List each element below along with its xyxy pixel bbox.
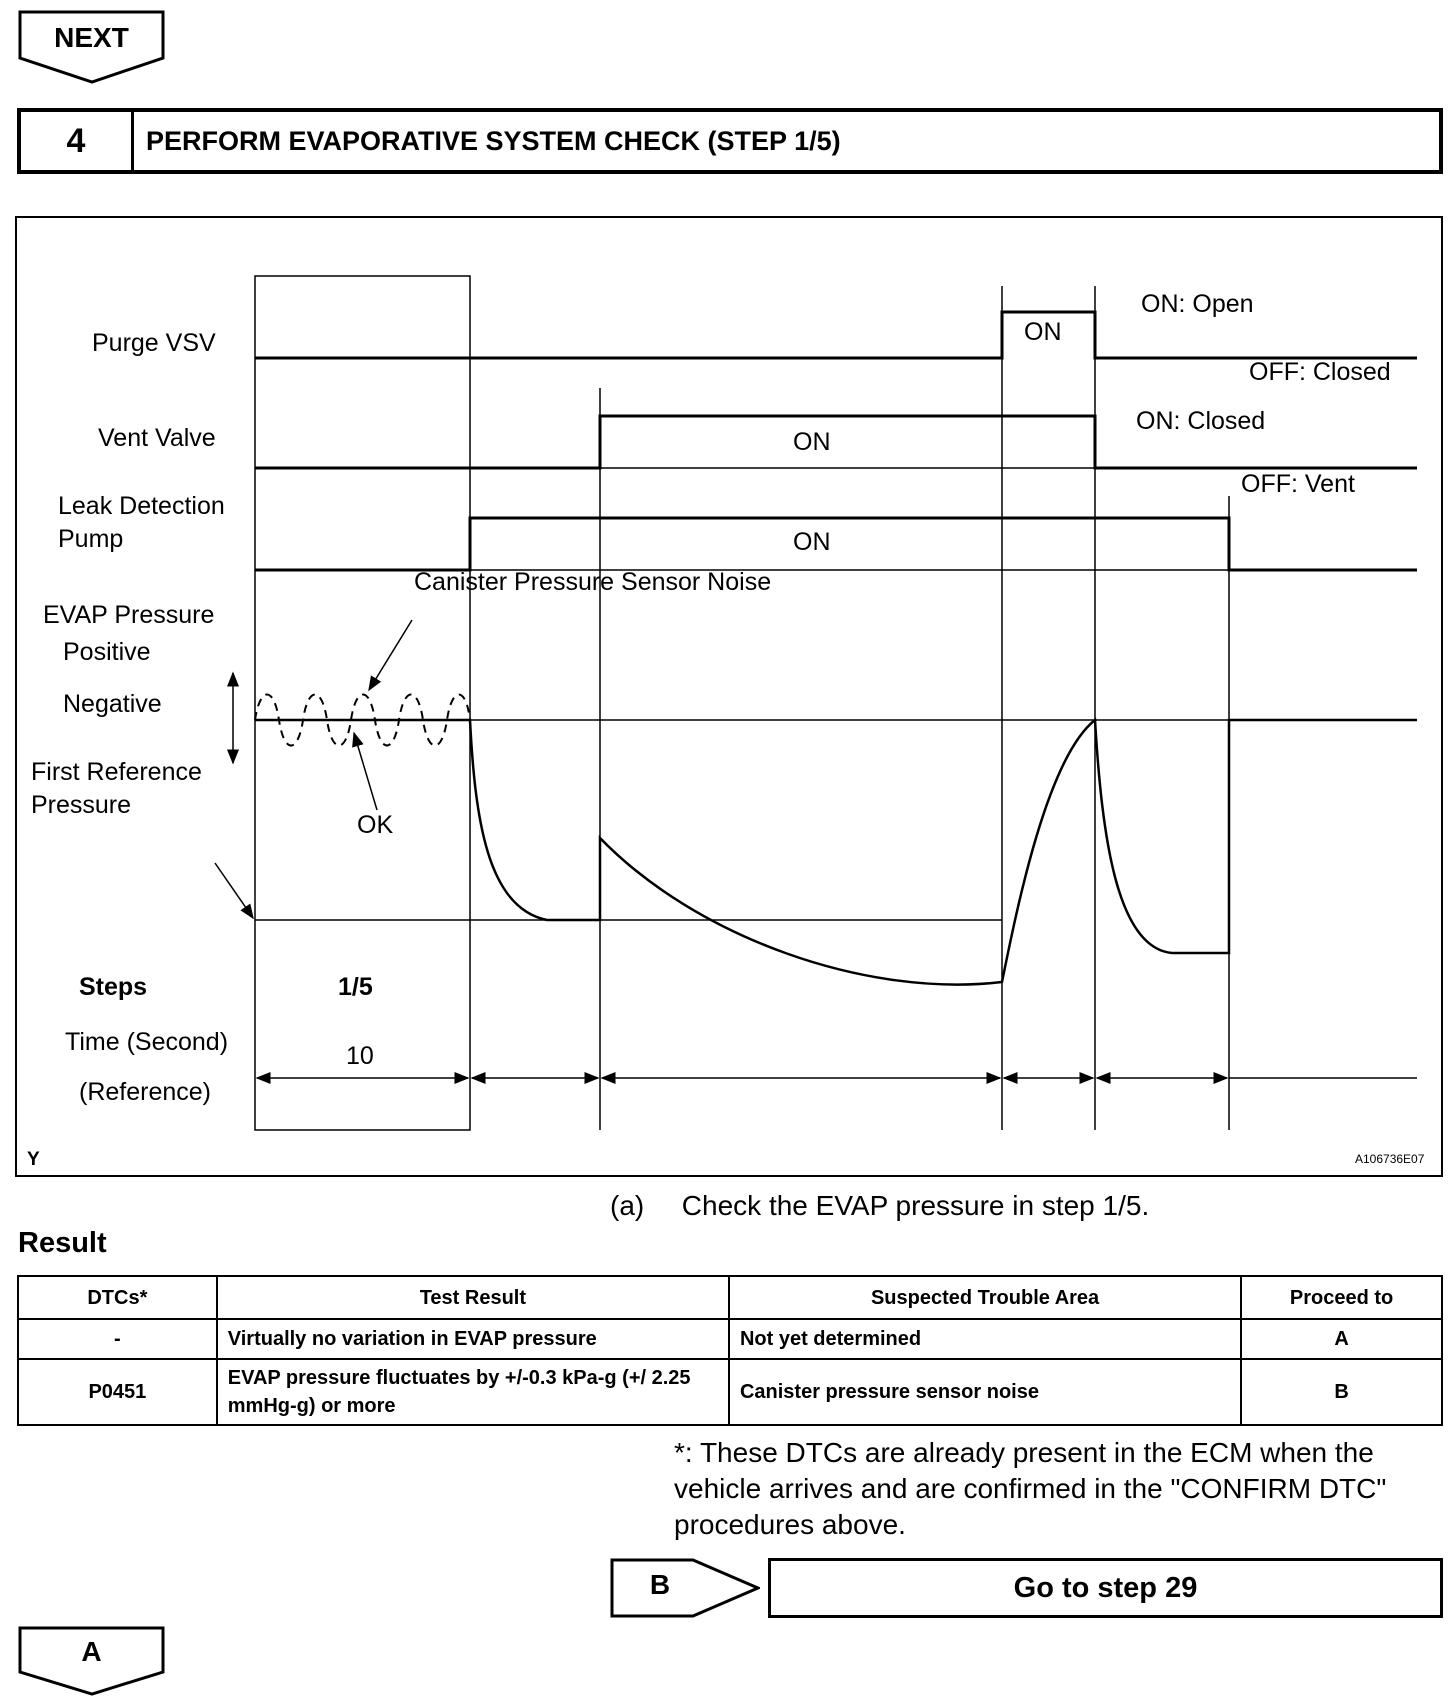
figure-id: A106736E07 <box>1355 1152 1425 1166</box>
cell-dtc: - <box>18 1319 217 1359</box>
result-title: Result <box>18 1227 107 1259</box>
first-reference-label-2: Pressure <box>31 791 132 819</box>
branch-b-tab[interactable] <box>610 1558 760 1618</box>
result-table <box>17 1275 1443 1426</box>
step-title: PERFORM EVAPORATIVE SYSTEM CHECK (STEP 1/5) <box>146 125 841 156</box>
branch-b-label: B <box>649 1569 671 1600</box>
next-tab[interactable] <box>18 10 165 84</box>
cell-trouble-area: Canister pressure sensor noise <box>729 1359 1241 1425</box>
dtc-footnote: *: These DTCs are already present in the ECM when the vehicle arrives and are confirmed in the "CONFIRM DTC" procedures above. <box>674 1437 1387 1540</box>
cell-proceed: B <box>1241 1359 1442 1425</box>
vent-off-desc: OFF: Vent <box>1241 470 1355 498</box>
reference-label: (Reference) <box>79 1078 211 1106</box>
leak-pump-label-1: Leak Detection <box>58 492 225 520</box>
vent-on-label: ON <box>793 428 831 456</box>
go-to-step-button[interactable]: Go to step 29 <box>768 1558 1443 1618</box>
step-number: 4 <box>21 112 134 170</box>
vent-on-desc: ON: Closed <box>1136 407 1266 435</box>
ok-annotation: OK <box>357 811 394 839</box>
vent-valve-label: Vent Valve <box>98 424 216 452</box>
positive-label: Positive <box>63 638 151 666</box>
evap-pressure-label: EVAP Pressure <box>43 601 215 629</box>
timing-diagram-svg <box>17 218 1445 1179</box>
corner-mark: Y <box>27 1149 40 1170</box>
ok-pointer-arrow <box>354 733 377 810</box>
purge-on-desc: ON: Open <box>1141 290 1254 318</box>
leak-pump-label-2: Pump <box>58 525 124 553</box>
cell-proceed: A <box>1241 1319 1442 1359</box>
noise-annotation: Canister Pressure Sensor Noise <box>414 568 772 596</box>
purge-off-desc: OFF: Closed <box>1249 358 1391 386</box>
reference-pointer-arrow <box>215 863 253 918</box>
table-row <box>18 1319 1442 1359</box>
purge-vsv-label: Purge VSV <box>92 329 216 357</box>
cell-trouble-area: Not yet determined <box>729 1319 1241 1359</box>
leak-pump-signal <box>255 518 1417 570</box>
header-proceed-to: Proceed to <box>1241 1276 1442 1319</box>
time-value: 10 <box>346 1042 374 1070</box>
next-label: NEXT <box>54 22 129 53</box>
noise-pointer-arrow <box>369 620 412 690</box>
a-tab[interactable] <box>18 1626 165 1696</box>
evap-pressure-curve <box>255 720 1417 985</box>
instruction-caption <box>610 1190 1149 1222</box>
purge-on-label: ON <box>1024 318 1062 346</box>
timing-diagram <box>15 216 1443 1177</box>
step-header <box>17 108 1443 174</box>
first-reference-label-1: First Reference <box>31 758 202 786</box>
table-row <box>18 1359 1442 1425</box>
cell-test-result: Virtually no variation in EVAP pressure <box>217 1319 729 1359</box>
caption-text: Check the EVAP pressure in step 1/5. <box>681 1190 1150 1221</box>
step-value: 1/5 <box>338 973 373 1001</box>
a-label: A <box>81 1636 102 1667</box>
pump-on-label: ON <box>793 528 831 556</box>
steps-label: Steps <box>79 973 148 1001</box>
table-header-row <box>18 1276 1442 1319</box>
caption-marker: (a) <box>610 1190 645 1221</box>
negative-label: Negative <box>63 690 162 718</box>
time-label: Time (Second) <box>65 1028 229 1056</box>
cell-dtc: P0451 <box>18 1359 217 1425</box>
header-trouble-area: Suspected Trouble Area <box>729 1276 1241 1319</box>
header-dtcs: DTCs* <box>18 1276 217 1319</box>
header-test-result: Test Result <box>217 1276 729 1319</box>
cell-test-result: EVAP pressure fluctuates by +/-0.3 kPa-g (+/ 2.25 mmHg-g) or more <box>217 1359 729 1425</box>
